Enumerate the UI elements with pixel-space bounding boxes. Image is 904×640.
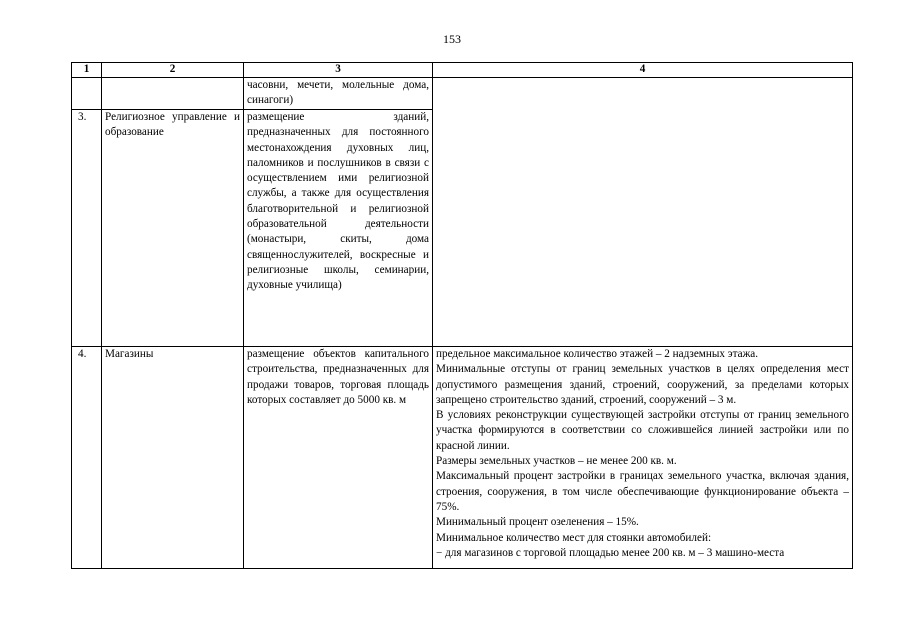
- row-number: [72, 78, 102, 110]
- parameter-line: Минимальные отступы от границ земельных участков в целях определения мест допустимого размещения зданий, строений, сооружений, за пределами которых запрещено строительство зданий, строений, сооружений – 3 м.: [436, 363, 849, 406]
- column-header-1: 1: [72, 63, 102, 78]
- column-header-2: 2: [102, 63, 244, 78]
- parameter-line: В условиях реконструкции существующей застройки отступы от границ земельного участка формируются в соответствии со сложившейся линией застройки или по красной линии.: [436, 409, 849, 452]
- table-row: [72, 347, 853, 569]
- use-name: [102, 78, 244, 110]
- column-header-4: 4: [433, 63, 853, 78]
- parameter-line: Минимальный процент озеленения – 15%.: [436, 516, 639, 529]
- column-header-3: 3: [244, 63, 433, 78]
- use-parameters: [433, 347, 853, 569]
- parameter-line: − для магазинов с торговой площадью менее 200 кв. м – 3 машино-места: [436, 546, 785, 559]
- row-number: 4.: [72, 347, 102, 569]
- use-description: размещение зданий, предназначенных для постоянного местонахождения духовных лиц, паломников и послушников в связи с осуществлением ими религиозной службы, а также для осуществления благотворительной и религиозной образовательной деятельности (монастыри, скиты, дома священнослужителей, воскресные и религиозные школы, семинарии, духовные училища): [244, 110, 433, 347]
- row-number: 3.: [72, 110, 102, 347]
- zoning-table: [71, 62, 853, 569]
- table-header-row: [72, 63, 853, 78]
- table-row: [72, 78, 853, 110]
- parameter-line: Максимальный процент застройки в границах земельного участка, включая здания, строения, сооружения, в том числе обеспечивающие функционирование объекта – 75%.: [436, 470, 849, 513]
- parameter-line: предельное максимальное количество этажей – 2 надземных этажа.: [436, 348, 759, 360]
- use-description: размещение объектов капитального строительства, предназначенных для продажи товаров, торговая площадь которых составляет до 5000 кв. м: [244, 347, 433, 569]
- page-number: 153: [443, 32, 461, 46]
- use-description: часовни, мечети, молельные дома, синагоги): [244, 78, 433, 110]
- use-name: Магазины: [102, 347, 244, 569]
- use-name: Религиозное управление и образование: [102, 110, 244, 347]
- use-parameters: [433, 78, 853, 347]
- parameter-line: Минимальное количество мест для стоянки автомобилей:: [436, 531, 712, 544]
- parameter-line: Размеры земельных участков – не менее 200 кв. м.: [436, 455, 677, 468]
